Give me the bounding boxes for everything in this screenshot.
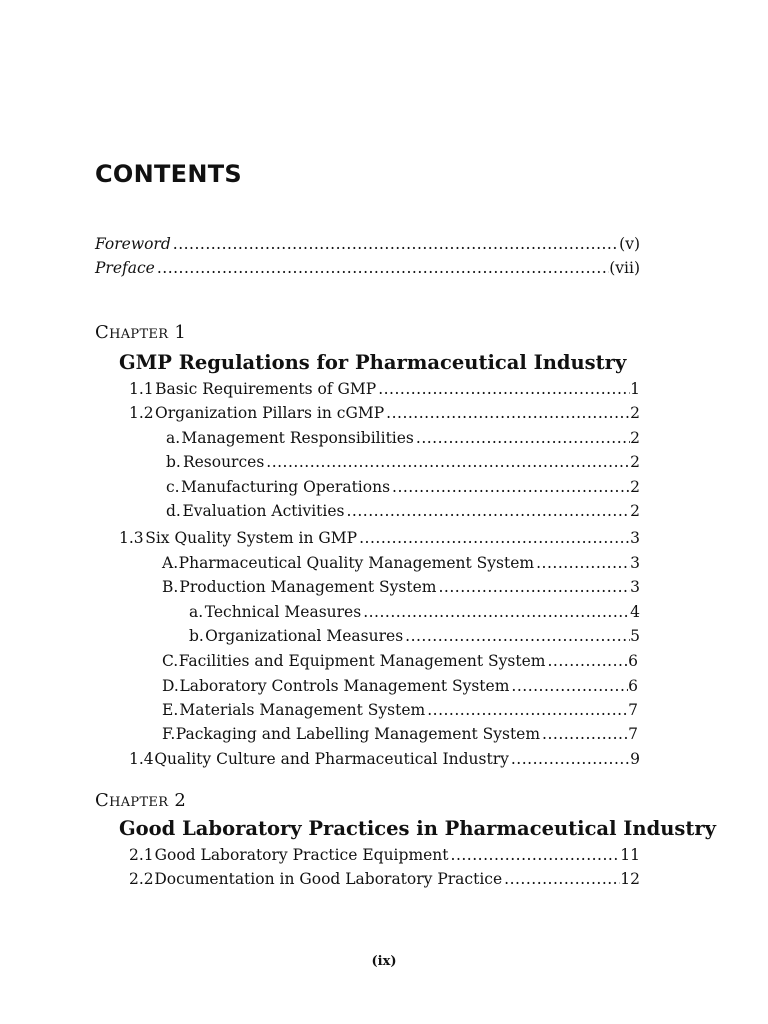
toc-entry-number: 1.4 bbox=[129, 750, 154, 768]
toc-entry[interactable] bbox=[166, 477, 640, 497]
dot-leader bbox=[403, 626, 630, 646]
toc-entry-label: Materials Management System bbox=[179, 701, 426, 719]
toc-entry-label: Six Quality System in GMP bbox=[145, 529, 358, 547]
dot-leader bbox=[534, 553, 630, 573]
toc-entry-number: 1.1 bbox=[129, 380, 154, 398]
toc-entry-label: Management Responsibilities bbox=[181, 429, 414, 447]
dot-leader bbox=[384, 403, 630, 423]
toc-entry-label: Production Management System bbox=[179, 578, 437, 596]
page-number: (ix) bbox=[371, 954, 397, 969]
toc-entry[interactable] bbox=[162, 651, 638, 671]
toc-entry-label: Laboratory Controls Management System bbox=[179, 677, 510, 695]
toc-entry-number: D. bbox=[162, 677, 179, 695]
dot-leader bbox=[155, 258, 609, 278]
toc-page-number: (v) bbox=[619, 235, 640, 253]
toc-page-number: 2 bbox=[630, 453, 640, 471]
toc-page-number: 5 bbox=[630, 627, 640, 645]
toc-entry[interactable] bbox=[129, 749, 640, 769]
toc-entry-number: 2.1 bbox=[129, 846, 154, 864]
toc-page-number: 7 bbox=[628, 701, 638, 719]
toc-entry[interactable] bbox=[119, 528, 640, 548]
toc-entry-number: a. bbox=[166, 429, 181, 447]
toc-page-number: 2 bbox=[630, 404, 640, 422]
toc-entry-label: Foreword bbox=[95, 235, 171, 253]
toc-entry[interactable] bbox=[129, 403, 640, 423]
toc-entry-number: 1.3 bbox=[119, 529, 144, 547]
toc-page-number: 1 bbox=[630, 380, 640, 398]
dot-leader bbox=[345, 501, 631, 521]
toc-entry-label: Quality Culture and Pharmaceutical Industry bbox=[154, 750, 509, 768]
toc-entry-number: c. bbox=[166, 478, 180, 496]
toc-entry[interactable] bbox=[162, 676, 638, 696]
dot-leader bbox=[509, 676, 628, 696]
toc-entry-number: b. bbox=[189, 627, 204, 645]
toc-entry[interactable] bbox=[162, 553, 640, 573]
toc-entry-number: d. bbox=[166, 502, 181, 520]
toc-page-number: 6 bbox=[628, 677, 638, 695]
toc-entry-number: E. bbox=[162, 701, 179, 719]
toc-entry-foreword[interactable] bbox=[95, 234, 640, 254]
dot-leader bbox=[390, 477, 630, 497]
dot-leader bbox=[414, 428, 630, 448]
chapter-label: Chapter 2 bbox=[95, 790, 187, 811]
toc-entry-number: 1.2 bbox=[129, 404, 154, 422]
toc-entry-label: Manufacturing Operations bbox=[180, 478, 391, 496]
toc-page-number: 6 bbox=[628, 652, 638, 670]
toc-entry-label: Documentation in Good Laboratory Practice bbox=[154, 870, 503, 888]
dot-leader bbox=[545, 651, 628, 671]
toc-page-number: 7 bbox=[628, 725, 638, 743]
toc-entry-label: Packaging and Labelling Management System bbox=[175, 725, 541, 743]
toc-entry[interactable] bbox=[162, 724, 638, 744]
toc-page-number: 3 bbox=[630, 578, 640, 596]
dot-leader bbox=[376, 379, 630, 399]
dot-leader bbox=[509, 749, 630, 769]
toc-entry[interactable] bbox=[166, 452, 640, 472]
toc-entry-label: Preface bbox=[95, 259, 155, 277]
dot-leader bbox=[449, 845, 621, 865]
toc-entry-number: 2.2 bbox=[129, 870, 154, 888]
dot-leader bbox=[540, 724, 628, 744]
dot-leader bbox=[171, 234, 619, 254]
toc-entry[interactable] bbox=[162, 700, 638, 720]
toc-entry[interactable] bbox=[189, 602, 640, 622]
toc-entry[interactable] bbox=[166, 428, 640, 448]
toc-page-number: 3 bbox=[630, 554, 640, 572]
toc-entry[interactable] bbox=[189, 626, 640, 646]
toc-entry[interactable] bbox=[129, 845, 640, 865]
toc-entry-label: Good Laboratory Practice Equipment bbox=[154, 846, 449, 864]
toc-entry-label: Pharmaceutical Quality Management System bbox=[178, 554, 535, 572]
chapter-label: Chapter 1 bbox=[95, 322, 187, 343]
chapter-title: Good Laboratory Practices in Pharmaceutical Industry bbox=[119, 817, 716, 840]
toc-entry-label: Organization Pillars in cGMP bbox=[155, 404, 385, 422]
toc-page-number: 3 bbox=[630, 529, 640, 547]
toc-entry-preface[interactable] bbox=[95, 258, 640, 278]
toc-entry-number: a. bbox=[189, 603, 204, 621]
chapter-title: GMP Regulations for Pharmaceutical Industry bbox=[119, 351, 627, 374]
toc-entry-number: b. bbox=[166, 453, 181, 471]
toc-entry-label: Technical Measures bbox=[204, 603, 362, 621]
toc-page-number: 2 bbox=[630, 502, 640, 520]
dot-leader bbox=[502, 869, 620, 889]
dot-leader bbox=[357, 528, 630, 548]
dot-leader bbox=[264, 452, 630, 472]
toc-page-number: 4 bbox=[630, 603, 640, 621]
toc-page-number: 2 bbox=[630, 478, 640, 496]
toc-entry[interactable] bbox=[129, 379, 640, 399]
page-title: CONTENTS bbox=[95, 160, 243, 188]
toc-entry-label: Organizational Measures bbox=[205, 627, 404, 645]
toc-entry-number: F. bbox=[162, 725, 176, 743]
toc-page-number: 9 bbox=[630, 750, 640, 768]
toc-entry-label: Facilities and Equipment Management System bbox=[178, 652, 546, 670]
toc-page-number: (vii) bbox=[609, 259, 640, 277]
dot-leader bbox=[436, 577, 630, 597]
dot-leader bbox=[425, 700, 628, 720]
toc-entry[interactable] bbox=[162, 577, 640, 597]
dot-leader bbox=[361, 602, 630, 622]
toc-entry-label: Evaluation Activities bbox=[182, 502, 345, 520]
toc-entry-label: Resources bbox=[182, 453, 265, 471]
toc-entry-number: A. bbox=[162, 554, 179, 572]
toc-page-number: 12 bbox=[620, 870, 640, 888]
toc-entry-number: B. bbox=[162, 578, 179, 596]
toc-entry[interactable] bbox=[166, 501, 640, 521]
toc-entry[interactable] bbox=[129, 869, 640, 889]
toc-entry-label: Basic Requirements of GMP bbox=[155, 380, 377, 398]
toc-page-number: 11 bbox=[620, 846, 640, 864]
toc-entry-number: C. bbox=[162, 652, 179, 670]
toc-page-number: 2 bbox=[630, 429, 640, 447]
